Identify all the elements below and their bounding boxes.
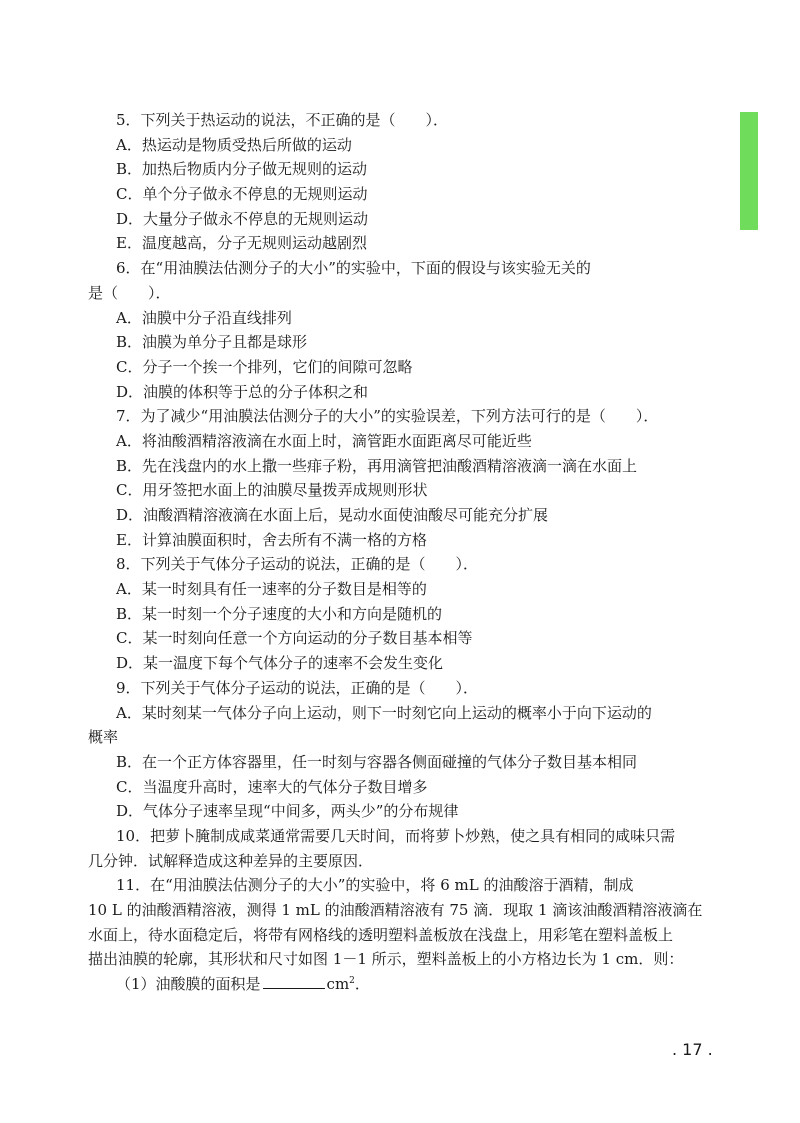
question-9-option-c: C．当温度升高时，速率大的气体分子数目增多 xyxy=(116,777,428,796)
question-6-option-c: C．分子一个挨一个排列，它们的间隙可忽略 xyxy=(116,357,413,376)
question-9-option-a-continued: 概率 xyxy=(88,728,119,747)
answer-blank[interactable] xyxy=(263,974,325,989)
question-6-option-a: A．油膜中分子沿直线排列 xyxy=(116,308,292,327)
question-7-option-a: A．将油酸酒精溶液滴在水面上时，滴管距水面距离尽可能近些 xyxy=(116,431,532,450)
question-11-line-4: 描出油膜的轮廓，其形状和尺寸如图 1－1 所示，塑料盖板上的小方格边长为 1 cm．则： xyxy=(88,950,684,969)
question-5-option-d: D．大量分子做永不停息的无规则运动 xyxy=(116,209,369,228)
question-6-stem: 6．在“用油膜法估测分子的大小”的实验中，下面的假设与该实验无关的 xyxy=(116,259,591,278)
page-content xyxy=(88,108,708,997)
page-number: . 17 . xyxy=(672,1040,713,1059)
unit-exponent: 2 xyxy=(349,976,355,987)
chapter-side-tab xyxy=(740,112,758,230)
unit-label: cm xyxy=(326,975,350,994)
question-5-option-e: E．温度越高，分子无规则运动越剧烈 xyxy=(116,234,367,253)
question-7-option-e: E．计算油膜面积时，舍去所有不满一格的方格 xyxy=(116,530,427,549)
question-10-line-2: 几分钟．试解释造成这种差异的主要原因． xyxy=(88,851,374,870)
question-8-option-d: D．某一温度下每个气体分子的速率不会发生变化 xyxy=(116,654,444,673)
question-8-option-b: B．某一时刻一个分子速度的大小和方向是随机的 xyxy=(116,604,443,623)
question-6-stem-continued: 是（ ）． xyxy=(88,283,171,302)
question-11-subquestion-1 xyxy=(88,972,708,997)
question-8-option-a: A．某一时刻具有任一速率的分子数目是相等的 xyxy=(116,580,427,599)
question-10-line-1: 10．把萝卜腌制成咸菜通常需要几天时间，而将萝卜炒熟，使之具有相同的咸味只需 xyxy=(116,826,676,845)
question-7-stem: 7．为了减少“用油膜法估测分子的大小”的实验误差，下列方法可行的是（ ）． xyxy=(116,407,659,426)
question-5-option-a: A．热运动是物质受热后所做的运动 xyxy=(116,135,352,154)
question-8-option-c: C．某一时刻向任意一个方向运动的分子数目基本相等 xyxy=(116,629,473,648)
question-6-option-b: B．油膜为单分子且都是球形 xyxy=(116,333,308,352)
question-11-line-1: 11．在“用油膜法估测分子的大小”的实验中，将 6 mL 的油酸溶于酒精，制成 xyxy=(116,876,634,895)
question-5-stem: 5．下列关于热运动的说法，不正确的是（ ）． xyxy=(116,111,449,129)
question-11-line-2: 10 L 的油酸酒精溶液，测得 1 mL 的油酸酒精溶液有 75 滴．现取 1 滴该油酸酒精溶液滴在 xyxy=(88,901,703,919)
question-7-option-c: C．用牙签把水面上的油膜尽量拨弄成规则形状 xyxy=(116,481,428,500)
question-9-option-b: B．在一个正方体容器里，任一时刻与容器各侧面碰撞的气体分子数目基本相同 xyxy=(116,752,638,771)
subquestion-1-end: ． xyxy=(354,975,370,994)
question-11-line-3: 水面上，待水面稳定后，将带有网格线的透明塑料盖板放在浅盘上，用彩笔在塑料盖板上 xyxy=(88,925,674,944)
question-9-stem: 9．下列关于气体分子运动的说法，正确的是（ ）． xyxy=(116,678,479,697)
question-7-option-b: B．先在浅盘内的水上撒一些痱子粉，再用滴管把油酸酒精溶液滴一滴在水面上 xyxy=(116,456,638,475)
question-9-option-d: D．气体分子速率呈现“中间多，两头少”的分布规律 xyxy=(116,802,459,821)
question-6-option-d: D．油膜的体积等于总的分子体积之和 xyxy=(116,382,369,401)
question-5-option-b: B．加热后物质内分子做无规则的运动 xyxy=(116,160,368,179)
question-7-option-d: D．油酸酒精溶液滴在水面上后，晃动水面使油酸尽可能充分扩展 xyxy=(116,506,549,524)
question-9-option-a: A．某时刻某一气体分子向上运动，则下一时刻它向上运动的概率小于向下运动的 xyxy=(116,703,652,722)
question-8-stem: 8．下列关于气体分子运动的说法，正确的是（ ）． xyxy=(116,555,479,574)
subquestion-1-prefix: （1）油酸膜的面积是 xyxy=(116,975,261,994)
question-5-option-c: C．单个分子做永不停息的无规则运动 xyxy=(116,185,368,204)
